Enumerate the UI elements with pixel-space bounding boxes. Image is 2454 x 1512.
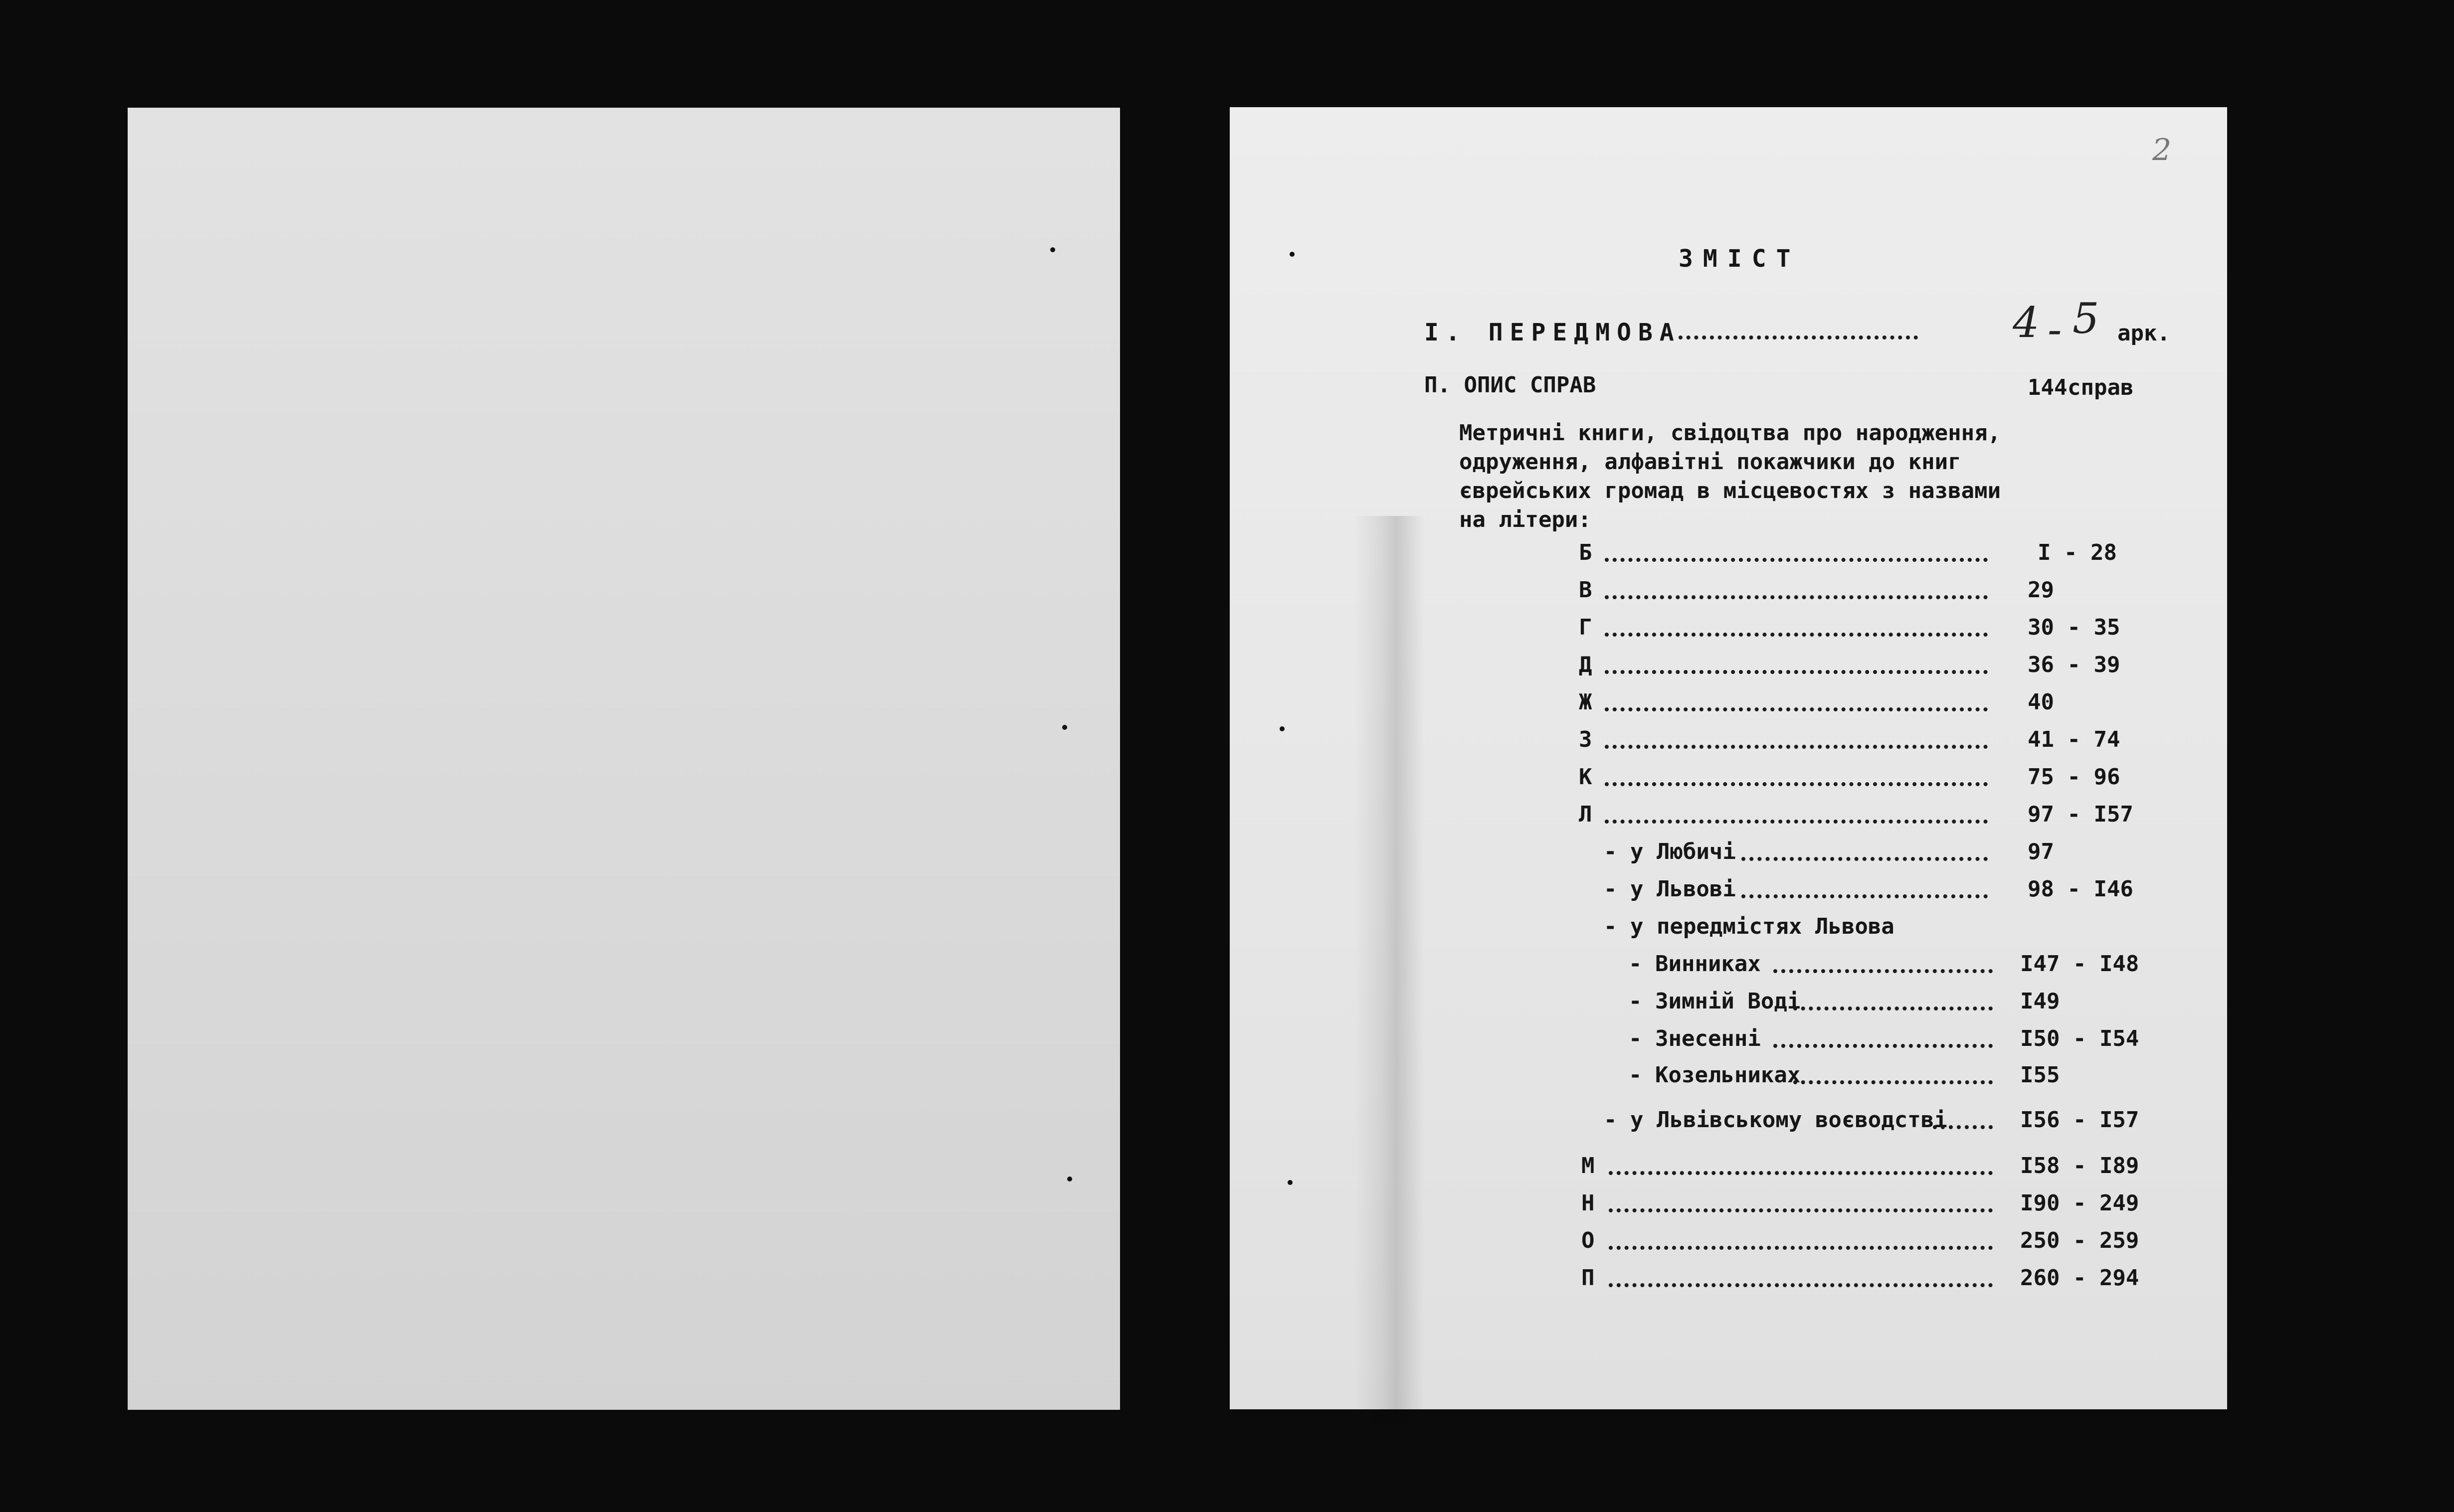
letter-range: 75 - 96 (2028, 764, 2120, 790)
letter-entry: В (1579, 577, 1592, 603)
section-2-label: П. ОПИС СПРАВ (1424, 372, 1596, 398)
suburb-range: І49 (2020, 989, 2060, 1014)
section-1-label: I. ПЕРЕДМОВА (1424, 319, 1681, 346)
leader-dots (1609, 1208, 1993, 1212)
leader-dots (1605, 670, 1988, 674)
leader-dots (1679, 336, 1918, 339)
voivodeship-label: - у Львівському воєводстві (1604, 1107, 1947, 1133)
letter-range: 41 - 74 (2028, 727, 2120, 752)
letter-entry: О (1581, 1228, 1595, 1253)
section-1-unit: арк. (2117, 321, 2170, 346)
leader-dots (1605, 633, 1988, 637)
letter-entry: Ж (1579, 689, 1592, 715)
intro-line: єврейських громад в місцевостях з назвами (1459, 478, 2001, 504)
suburb-label: - Знесенні (1629, 1026, 1761, 1051)
suburb-label: - Козельниках (1629, 1062, 1801, 1088)
leader-dots (1609, 1283, 1993, 1287)
suburb-range: І47 - І48 (2020, 951, 2139, 977)
leader-dots (1605, 558, 1988, 562)
letter-range: 36 - 39 (2028, 652, 2120, 677)
suburb-label: - Зимній Воді (1629, 989, 1801, 1014)
letter-entry: П (1581, 1265, 1595, 1291)
hole-punch-mark (1290, 252, 1295, 257)
leader-dots (1609, 1246, 1993, 1250)
leader-dots (1741, 857, 1988, 861)
intro-line: на літери: (1459, 507, 1591, 532)
leader-dots (1773, 1044, 1993, 1048)
letter-range: 30 - 35 (2028, 615, 2120, 640)
letter-range: І - 28 (2038, 540, 2117, 565)
section-2-unit: справ (2068, 375, 2134, 400)
hole-punch-mark (1288, 1180, 1293, 1185)
leader-dots (1933, 1125, 1993, 1129)
letter-entry: З (1579, 727, 1592, 752)
suburb-range: І55 (2020, 1062, 2060, 1088)
sub-entry-range: 98 - І46 (2028, 876, 2133, 902)
sub-entry-range: 97 (2028, 839, 2054, 864)
letter-range: 40 (2028, 689, 2054, 715)
hole-punch-mark (1280, 726, 1285, 731)
letter-range: 260 - 294 (2020, 1265, 2139, 1291)
leader-dots (1605, 745, 1988, 749)
letter-range: І58 - І89 (2020, 1153, 2139, 1178)
intro-line: одруження, алфавітні покажчики до книг (1459, 449, 1961, 475)
letter-entry: М (1581, 1153, 1595, 1178)
letter-entry: Н (1581, 1190, 1595, 1216)
letter-entry: Г (1579, 615, 1592, 640)
letter-entry: Б (1579, 540, 1592, 565)
hole-punch-mark (1050, 247, 1055, 252)
intro-line: Метричні книги, свідоцтва про народження, (1459, 420, 2001, 446)
leader-dots (1773, 969, 1993, 973)
page-number-handwritten: 2 (2152, 133, 2172, 168)
handwritten-page-sep: - (2048, 305, 2062, 354)
handwritten-page-end: 5 (2073, 294, 2099, 343)
voivodeship-range: І56 - І57 (2020, 1107, 2139, 1133)
leader-dots (1605, 595, 1988, 599)
leader-dots (1793, 1080, 1993, 1084)
hole-punch-mark (1067, 1176, 1072, 1181)
letter-range: 97 - І57 (2028, 802, 2133, 827)
hole-punch-mark (1062, 725, 1067, 730)
copy-bleed-shadow (1354, 516, 1424, 1423)
leader-dots (1741, 894, 1988, 898)
handwritten-page-start: 4 (2013, 298, 2040, 347)
leader-dots (1605, 782, 1988, 786)
letter-entry: Д (1579, 652, 1592, 677)
letter-entry: Л (1579, 802, 1592, 827)
left-page-blank (128, 108, 1120, 1410)
leader-dots (1793, 1007, 1993, 1010)
sub-entry-label: - у передмістях Львова (1604, 914, 1894, 939)
letter-entry: К (1579, 764, 1592, 790)
sub-entry-label: - у Любичі (1604, 839, 1736, 864)
suburb-range: І50 - І54 (2020, 1026, 2139, 1051)
right-page-contents (1230, 107, 2227, 1409)
letter-range: 250 - 259 (2020, 1228, 2139, 1253)
leader-dots (1609, 1171, 1993, 1175)
leader-dots (1605, 820, 1988, 824)
section-2-count: 144 (2028, 375, 2068, 400)
suburb-label: - Винниках (1629, 951, 1761, 977)
sub-entry-label: - у Львові (1604, 876, 1736, 902)
document-title: ЗМІСТ (1679, 245, 1801, 273)
letter-range: 29 (2028, 577, 2054, 603)
letter-range: І90 - 249 (2020, 1190, 2139, 1216)
leader-dots (1605, 707, 1988, 711)
